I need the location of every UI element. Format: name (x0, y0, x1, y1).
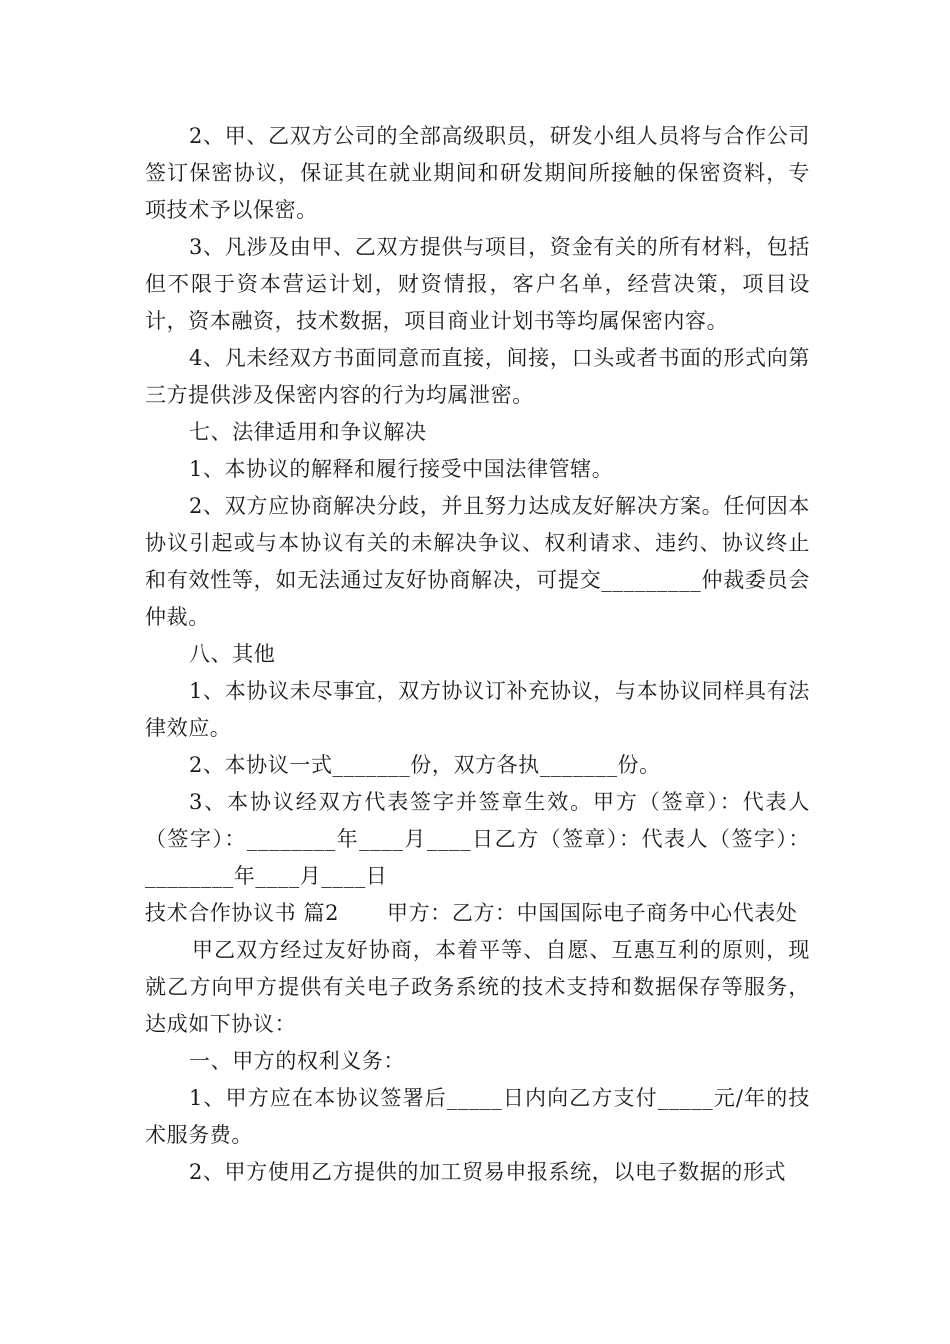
clause-signature: 3、本协议经双方代表签字并签章生效。甲方（签章）：代表人（签字）：________年____月____日乙方（签章）：代表人（签字）：________年____月____日 (145, 790, 810, 888)
clause-supplement: 1、本协议未尽事宜，双方协议订补充协议，与本协议同样具有法律效应。 (145, 679, 810, 740)
clause-copies: 2、本协议一式_______份，双方各执_______份。 (189, 753, 661, 777)
section2-heading-party-a: 一、甲方的权利义务： (189, 1049, 405, 1073)
document-body (145, 118, 810, 1191)
section2-preamble: 甲乙双方经过友好协商，本着平等、自愿、互惠互利的原则，现就乙方向甲方提供有关电子政务系统的技术支持和数据保存等服务，达成如下协议： (145, 938, 810, 1036)
clause-dispute-resolution: 2、双方应协商解决分歧，并且努力达成友好解决方案。任何因本协议引起或与本协议有关的未解决争议、权利请求、违约、协议终止和有效性等，如无法通过友好协商解决，可提交_________仲裁委员会仲裁。 (145, 494, 810, 629)
section2-clause-fee: 1、甲方应在本协议签署后_____日内向乙方支付_____元/年的技术服务费。 (145, 1086, 810, 1147)
section-heading-law: 七、法律适用和争议解决 (189, 420, 427, 444)
section2-title: 技术合作协议书 篇2 (145, 901, 340, 925)
clause-leak-definition: 4、凡未经双方书面同意而直接，间接，口头或者书面的形式向第三方提供涉及保密内容的行为均属泄密。 (145, 346, 810, 407)
section2-clause-system: 2、甲方使用乙方提供的加工贸易申报系统，以电子数据的形式 (189, 1160, 787, 1184)
section2-title-line (145, 895, 810, 932)
clause-confidentiality-staff: 2、甲、乙双方公司的全部高级职员，研发小组人员将与合作公司签订保密协议，保证其在就业期间和研发期间所接触的保密资料，专项技术予以保密。 (145, 124, 810, 222)
clause-governing-law: 1、本协议的解释和履行接受中国法律管辖。 (189, 457, 614, 481)
section-heading-other: 八、其他 (189, 642, 276, 666)
clause-confidential-materials: 3、凡涉及由甲、乙双方提供与项目，资金有关的所有材料，包括但不限于资本营运计划，财资情报，客户名单，经营决策，项目设计，资本融资，技术数据，项目商业计划书等均属保密内容。 (145, 235, 810, 333)
section2-parties: 甲方：乙方：中国国际电子商务中心代表处 (387, 901, 798, 925)
